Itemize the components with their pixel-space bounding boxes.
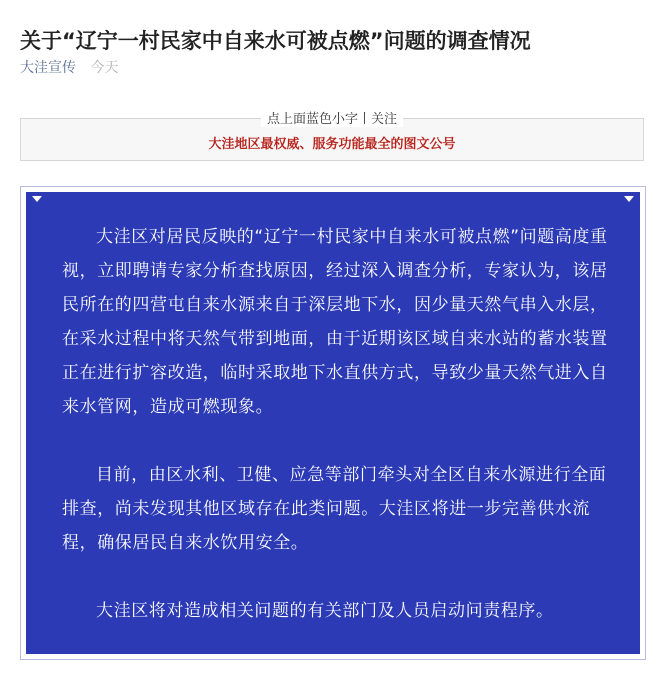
- article-title: 关于“辽宁一村民家中自来水可被点燃”问题的调查情况: [20, 29, 531, 54]
- notice-panel: [26, 192, 640, 654]
- follow-hint-text: 点上面蓝色小字丨关注: [261, 112, 403, 127]
- account-slogan: 大洼地区最权威、服务功能最全的图文公号: [208, 137, 456, 152]
- publish-date: 今天: [90, 60, 119, 76]
- triangle-marker-icon: [624, 196, 634, 202]
- notice-paragraph: 目前，由区水利、卫健、应急等部门牵头对全区自来水源进行全面排查，尚未发现其他区域存在此类问题。大洼区将进一步完善供水流程，确保居民自来水饮用安全。: [62, 465, 607, 553]
- article-meta: [20, 58, 118, 78]
- notice-paragraph: 大洼区对居民反映的“辽宁一村民家中自来水可被点燃”问题高度重视，立即聘请专家分析查找原因，经过深入调查分析，专家认为，该居民所在的四营屯自来水源来自于深层地下水，因少量天然气串入水层，在采水过程中将天然气带到地面，由于近期该区域自来水站的蓄水装置正在进行扩容改造，临时采取地下水直供方式，导致少量天然气进入自来水管网，造成可燃现象。: [62, 227, 608, 417]
- notice-paragraph: 大洼区将对造成相关问题的有关部门及人员启动问责程序。: [96, 601, 554, 621]
- follow-banner: [20, 112, 644, 161]
- notice-frame: [20, 186, 646, 660]
- account-name-link[interactable]: 大洼宣传: [20, 60, 76, 76]
- triangle-marker-icon: [32, 196, 42, 202]
